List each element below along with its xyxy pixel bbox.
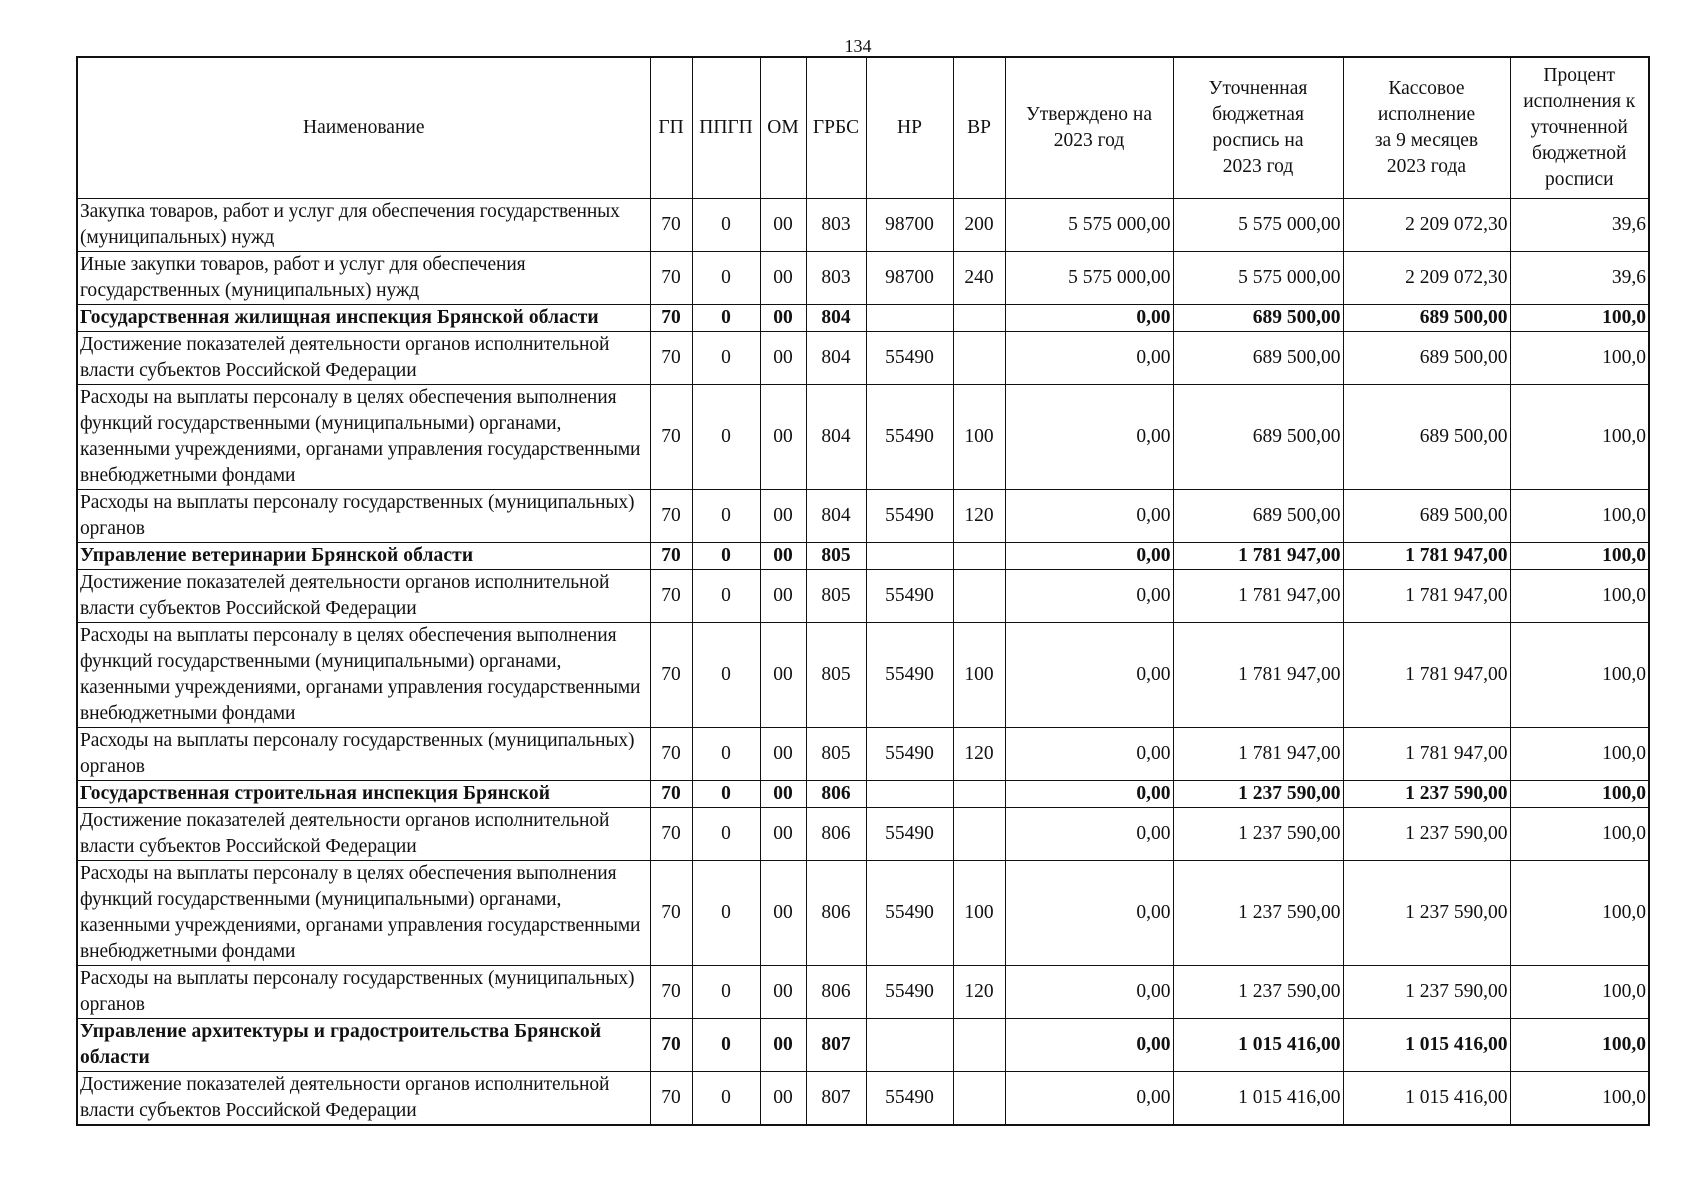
- cell-gp: 70: [650, 966, 692, 1019]
- cell-om: 00: [760, 199, 806, 252]
- cell-grbs: 804: [806, 490, 866, 543]
- cell-grbs: 804: [806, 332, 866, 385]
- cell-name: Расходы на выплаты персоналу в целях обеспечения выполнения функций государственными (муниципальными) органами, казенными учреждениями, органами управления государственными внебюджетными фондами: [77, 623, 650, 728]
- cell-cash: 2 209 072,30: [1343, 252, 1510, 305]
- cell-approved: 0,00: [1005, 728, 1173, 781]
- cell-name: Управление ветеринарии Брянской области: [77, 543, 650, 570]
- cell-gp: 70: [650, 385, 692, 490]
- cell-grbs: 806: [806, 808, 866, 861]
- table-row: [77, 808, 1649, 861]
- cell-refined: 1 015 416,00: [1173, 1019, 1343, 1072]
- cell-ppgp: 0: [692, 728, 760, 781]
- cell-name: Расходы на выплаты персоналу в целях обеспечения выполнения функций государственными (муниципальными) органами, казенными учреждениями, органами управления государственными внебюджетными фондами: [77, 861, 650, 966]
- header-percent: Процент исполнения к уточненной бюджетной росписи: [1510, 57, 1649, 199]
- table-body: [77, 199, 1649, 1126]
- cell-percent: 100,0: [1510, 781, 1649, 808]
- table-row-section: [77, 1019, 1649, 1072]
- cell-om: 00: [760, 728, 806, 781]
- cell-grbs: 807: [806, 1019, 866, 1072]
- cell-name: Управление архитектуры и градостроительства Брянской области: [77, 1019, 650, 1072]
- cell-cash: 689 500,00: [1343, 385, 1510, 490]
- cell-approved: 0,00: [1005, 570, 1173, 623]
- cell-percent: 100,0: [1510, 623, 1649, 728]
- cell-np: 55490: [866, 1072, 953, 1126]
- cell-vr: 100: [953, 861, 1005, 966]
- cell-vr: [953, 305, 1005, 332]
- cell-gp: 70: [650, 199, 692, 252]
- cell-om: 00: [760, 385, 806, 490]
- table-row: [77, 966, 1649, 1019]
- cell-approved: 0,00: [1005, 385, 1173, 490]
- cell-name: Иные закупки товаров, работ и услуг для обеспечения государственных (муниципальных) нужд: [77, 252, 650, 305]
- cell-gp: 70: [650, 490, 692, 543]
- cell-ppgp: 0: [692, 252, 760, 305]
- cell-refined: 1 781 947,00: [1173, 570, 1343, 623]
- cell-refined: 5 575 000,00: [1173, 252, 1343, 305]
- cell-om: 00: [760, 861, 806, 966]
- cell-om: 00: [760, 252, 806, 305]
- cell-gp: 70: [650, 808, 692, 861]
- table-row: [77, 490, 1649, 543]
- cell-approved: 5 575 000,00: [1005, 199, 1173, 252]
- cell-cash: 1 015 416,00: [1343, 1072, 1510, 1126]
- header-np: НР: [866, 57, 953, 199]
- table-row: [77, 1072, 1649, 1126]
- cell-vr: 120: [953, 490, 1005, 543]
- cell-vr: [953, 543, 1005, 570]
- cell-ppgp: 0: [692, 199, 760, 252]
- cell-ppgp: 0: [692, 570, 760, 623]
- cell-ppgp: 0: [692, 966, 760, 1019]
- cell-percent: 100,0: [1510, 1019, 1649, 1072]
- cell-np: [866, 1019, 953, 1072]
- cell-om: 00: [760, 966, 806, 1019]
- cell-np: 55490: [866, 623, 953, 728]
- cell-refined: 1 781 947,00: [1173, 543, 1343, 570]
- cell-percent: 39,6: [1510, 199, 1649, 252]
- cell-grbs: 805: [806, 623, 866, 728]
- cell-np: [866, 305, 953, 332]
- header-vr: ВР: [953, 57, 1005, 199]
- cell-grbs: 803: [806, 252, 866, 305]
- cell-ppgp: 0: [692, 808, 760, 861]
- cell-gp: 70: [650, 1072, 692, 1126]
- cell-gp: 70: [650, 781, 692, 808]
- table-row-section: [77, 543, 1649, 570]
- budget-table: [76, 56, 1650, 1126]
- cell-om: 00: [760, 781, 806, 808]
- cell-gp: 70: [650, 861, 692, 966]
- cell-gp: 70: [650, 332, 692, 385]
- cell-name: Расходы на выплаты персоналу в целях обеспечения выполнения функций государственными (муниципальными) органами, казенными учреждениями, органами управления государственными внебюджетными фондами: [77, 385, 650, 490]
- cell-approved: 0,00: [1005, 781, 1173, 808]
- cell-refined: 689 500,00: [1173, 490, 1343, 543]
- cell-cash: 689 500,00: [1343, 305, 1510, 332]
- cell-grbs: 806: [806, 781, 866, 808]
- cell-vr: 120: [953, 966, 1005, 1019]
- cell-om: 00: [760, 490, 806, 543]
- table-row: [77, 861, 1649, 966]
- cell-percent: 100,0: [1510, 861, 1649, 966]
- table-header: [77, 57, 1649, 199]
- cell-cash: 689 500,00: [1343, 490, 1510, 543]
- cell-approved: 0,00: [1005, 1072, 1173, 1126]
- cell-percent: 100,0: [1510, 490, 1649, 543]
- cell-om: 00: [760, 1019, 806, 1072]
- cell-percent: 100,0: [1510, 728, 1649, 781]
- cell-ppgp: 0: [692, 385, 760, 490]
- cell-np: 55490: [866, 332, 953, 385]
- cell-approved: 0,00: [1005, 490, 1173, 543]
- header-cash: Кассовое исполнение за 9 месяцев 2023 года: [1343, 57, 1510, 199]
- cell-name: Закупка товаров, работ и услуг для обеспечения государственных (муниципальных) нужд: [77, 199, 650, 252]
- cell-refined: 689 500,00: [1173, 305, 1343, 332]
- cell-grbs: 805: [806, 728, 866, 781]
- cell-grbs: 807: [806, 1072, 866, 1126]
- cell-approved: 0,00: [1005, 543, 1173, 570]
- table-row-section: [77, 305, 1649, 332]
- cell-grbs: 804: [806, 385, 866, 490]
- cell-gp: 70: [650, 570, 692, 623]
- cell-percent: 100,0: [1510, 305, 1649, 332]
- cell-vr: [953, 808, 1005, 861]
- cell-percent: 100,0: [1510, 808, 1649, 861]
- cell-approved: 0,00: [1005, 966, 1173, 1019]
- cell-name: Государственная жилищная инспекция Брянской области: [77, 305, 650, 332]
- cell-cash: 1 015 416,00: [1343, 1019, 1510, 1072]
- cell-ppgp: 0: [692, 490, 760, 543]
- cell-approved: 0,00: [1005, 332, 1173, 385]
- cell-np: 55490: [866, 570, 953, 623]
- cell-percent: 100,0: [1510, 570, 1649, 623]
- cell-percent: 100,0: [1510, 332, 1649, 385]
- cell-name: Расходы на выплаты персоналу государственных (муниципальных) органов: [77, 490, 650, 543]
- cell-np: 55490: [866, 728, 953, 781]
- cell-approved: 0,00: [1005, 623, 1173, 728]
- cell-refined: 1 015 416,00: [1173, 1072, 1343, 1126]
- cell-percent: 100,0: [1510, 966, 1649, 1019]
- cell-np: 55490: [866, 490, 953, 543]
- header-ppgp: ППГП: [692, 57, 760, 199]
- header-gp: ГП: [650, 57, 692, 199]
- cell-om: 00: [760, 543, 806, 570]
- table-row: [77, 385, 1649, 490]
- table-row: [77, 199, 1649, 252]
- cell-om: 00: [760, 332, 806, 385]
- table-row: [77, 728, 1649, 781]
- cell-vr: 100: [953, 623, 1005, 728]
- header-approved: Утверждено на 2023 год: [1005, 57, 1173, 199]
- cell-gp: 70: [650, 252, 692, 305]
- header-row: [77, 57, 1649, 199]
- cell-cash: 1 781 947,00: [1343, 728, 1510, 781]
- cell-ppgp: 0: [692, 781, 760, 808]
- cell-refined: 1 237 590,00: [1173, 861, 1343, 966]
- cell-name: Расходы на выплаты персоналу государственных (муниципальных) органов: [77, 966, 650, 1019]
- table-row: [77, 252, 1649, 305]
- cell-name: Достижение показателей деятельности органов исполнительной власти субъектов Российской Федерации: [77, 332, 650, 385]
- cell-ppgp: 0: [692, 305, 760, 332]
- cell-cash: 1 237 590,00: [1343, 966, 1510, 1019]
- cell-ppgp: 0: [692, 861, 760, 966]
- cell-gp: 70: [650, 543, 692, 570]
- cell-cash: 689 500,00: [1343, 332, 1510, 385]
- cell-grbs: 806: [806, 861, 866, 966]
- cell-refined: 1 237 590,00: [1173, 781, 1343, 808]
- cell-np: 55490: [866, 808, 953, 861]
- cell-vr: 120: [953, 728, 1005, 781]
- header-refined: Уточненная бюджетная роспись на 2023 год: [1173, 57, 1343, 199]
- cell-percent: 39,6: [1510, 252, 1649, 305]
- cell-ppgp: 0: [692, 1019, 760, 1072]
- cell-vr: [953, 332, 1005, 385]
- cell-refined: 689 500,00: [1173, 332, 1343, 385]
- cell-vr: 100: [953, 385, 1005, 490]
- cell-grbs: 803: [806, 199, 866, 252]
- cell-approved: 0,00: [1005, 861, 1173, 966]
- cell-name: Достижение показателей деятельности органов исполнительной власти субъектов Российской Федерации: [77, 570, 650, 623]
- cell-gp: 70: [650, 305, 692, 332]
- header-name: Наименование: [77, 57, 650, 199]
- cell-refined: 5 575 000,00: [1173, 199, 1343, 252]
- cell-refined: 1 237 590,00: [1173, 966, 1343, 1019]
- cell-grbs: 806: [806, 966, 866, 1019]
- table-row-section: [77, 781, 1649, 808]
- page-number: 134: [844, 36, 872, 56]
- cell-cash: 2 209 072,30: [1343, 199, 1510, 252]
- cell-refined: 1 237 590,00: [1173, 808, 1343, 861]
- cell-name: Достижение показателей деятельности органов исполнительной власти субъектов Российской Федерации: [77, 808, 650, 861]
- cell-cash: 1 781 947,00: [1343, 570, 1510, 623]
- cell-vr: [953, 570, 1005, 623]
- cell-om: 00: [760, 1072, 806, 1126]
- cell-cash: 1 237 590,00: [1343, 781, 1510, 808]
- cell-grbs: 804: [806, 305, 866, 332]
- cell-vr: [953, 1019, 1005, 1072]
- cell-om: 00: [760, 623, 806, 728]
- cell-refined: 1 781 947,00: [1173, 728, 1343, 781]
- cell-percent: 100,0: [1510, 543, 1649, 570]
- cell-cash: 1 237 590,00: [1343, 861, 1510, 966]
- cell-np: 98700: [866, 199, 953, 252]
- cell-np: [866, 781, 953, 808]
- cell-om: 00: [760, 305, 806, 332]
- cell-approved: 0,00: [1005, 808, 1173, 861]
- cell-vr: [953, 1072, 1005, 1126]
- cell-cash: 1 237 590,00: [1343, 808, 1510, 861]
- cell-om: 00: [760, 570, 806, 623]
- cell-om: 00: [760, 808, 806, 861]
- table-row: [77, 570, 1649, 623]
- cell-name: Государственная строительная инспекция Брянской: [77, 781, 650, 808]
- cell-ppgp: 0: [692, 543, 760, 570]
- cell-cash: 1 781 947,00: [1343, 623, 1510, 728]
- cell-grbs: 805: [806, 543, 866, 570]
- cell-np: 98700: [866, 252, 953, 305]
- cell-vr: 240: [953, 252, 1005, 305]
- cell-refined: 1 781 947,00: [1173, 623, 1343, 728]
- cell-cash: 1 781 947,00: [1343, 543, 1510, 570]
- cell-gp: 70: [650, 623, 692, 728]
- cell-name: Достижение показателей деятельности органов исполнительной власти субъектов Российской Федерации: [77, 1072, 650, 1126]
- cell-ppgp: 0: [692, 623, 760, 728]
- cell-approved: 5 575 000,00: [1005, 252, 1173, 305]
- cell-np: [866, 543, 953, 570]
- table-row: [77, 332, 1649, 385]
- header-om: ОМ: [760, 57, 806, 199]
- cell-name: Расходы на выплаты персоналу государственных (муниципальных) органов: [77, 728, 650, 781]
- cell-approved: 0,00: [1005, 305, 1173, 332]
- cell-gp: 70: [650, 728, 692, 781]
- cell-np: 55490: [866, 861, 953, 966]
- cell-ppgp: 0: [692, 332, 760, 385]
- cell-percent: 100,0: [1510, 1072, 1649, 1126]
- cell-grbs: 805: [806, 570, 866, 623]
- table-row: [77, 623, 1649, 728]
- cell-refined: 689 500,00: [1173, 385, 1343, 490]
- cell-approved: 0,00: [1005, 1019, 1173, 1072]
- cell-np: 55490: [866, 966, 953, 1019]
- cell-gp: 70: [650, 1019, 692, 1072]
- header-grbs: ГРБС: [806, 57, 866, 199]
- cell-np: 55490: [866, 385, 953, 490]
- cell-percent: 100,0: [1510, 385, 1649, 490]
- cell-vr: 200: [953, 199, 1005, 252]
- cell-ppgp: 0: [692, 1072, 760, 1126]
- cell-vr: [953, 781, 1005, 808]
